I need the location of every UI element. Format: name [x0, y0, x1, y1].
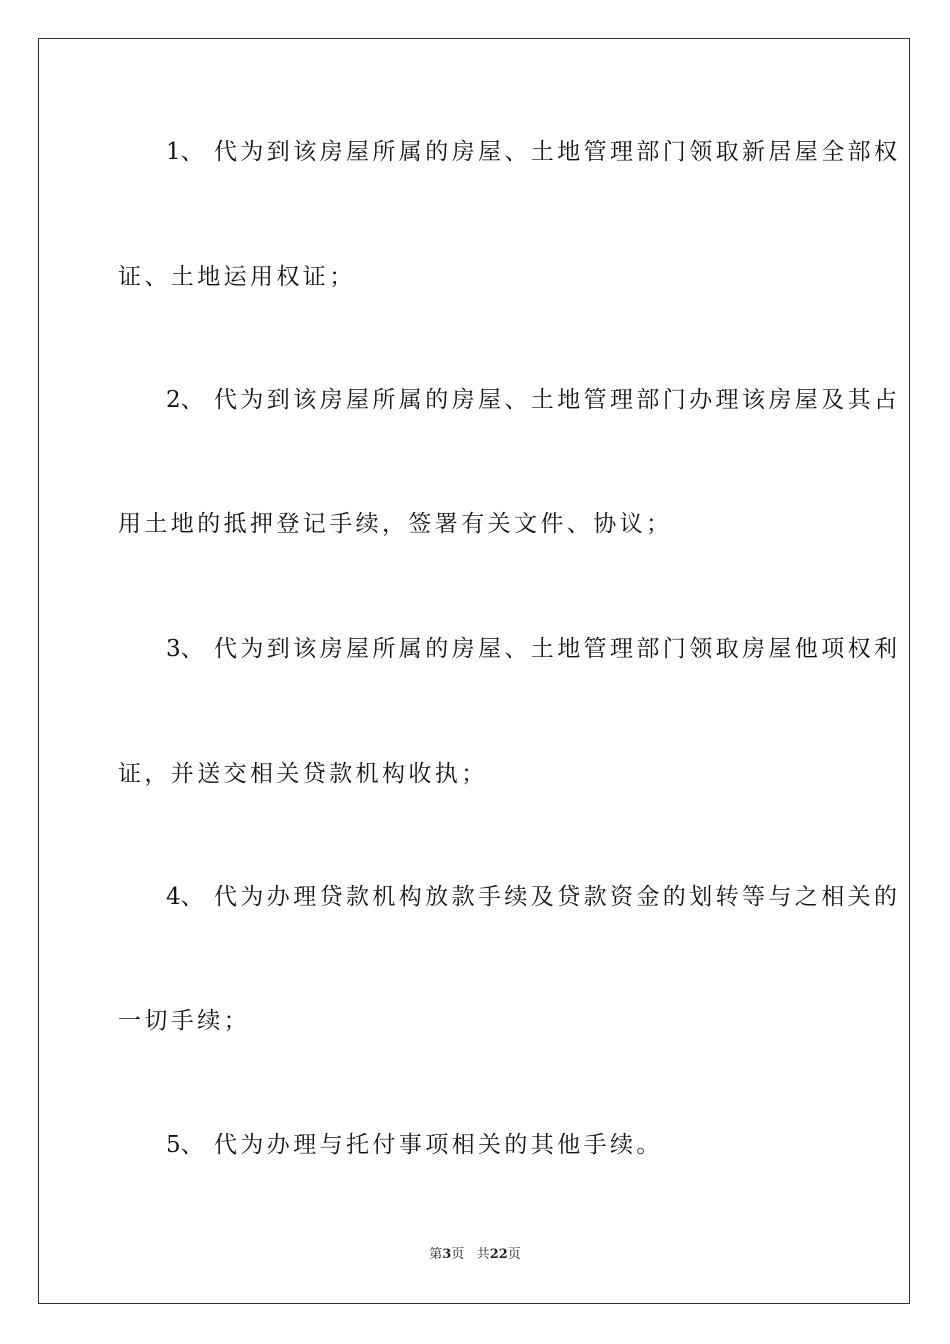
item-3-line-1 [166, 634, 900, 664]
item-3-text: 代为到该房屋所属的房屋、土地管理部门领取房屋他项权利 [214, 636, 901, 662]
item-1-line-2: 证、土地运用权证； [118, 264, 356, 290]
footer-total-prefix: 共 [476, 1247, 490, 1262]
item-5-line-1 [166, 1130, 663, 1160]
item-4-line-1 [166, 882, 900, 912]
item-2-text: 代为到该房屋所属的房屋、土地管理部门办理该房屋及其占 [214, 387, 901, 413]
item-1-line-1 [166, 137, 900, 167]
footer-page-number: 3 [442, 1247, 452, 1262]
item-2-line-2: 用土地的抵押登记手续，签署有关文件、协议； [118, 511, 673, 537]
item-5-text: 代为办理与托付事项相关的其他手续。 [214, 1132, 663, 1158]
item-4-text: 代为办理贷款机构放款手续及贷款资金的划转等与之相关的 [214, 884, 901, 910]
item-3-number: 3、 [166, 636, 204, 662]
item-4-line-2: 一切手续； [118, 1008, 250, 1034]
item-5-number: 5、 [166, 1132, 204, 1158]
footer-total-suffix: 页 [507, 1247, 521, 1262]
item-2-line-1 [166, 385, 900, 415]
item-4-number: 4、 [166, 884, 204, 910]
footer-page-suffix: 页 [451, 1247, 465, 1262]
page-border [38, 38, 910, 1304]
item-3-line-2: 证，并送交相关贷款机构收执； [118, 761, 488, 787]
item-1-text: 代为到该房屋所属的房屋、土地管理部门领取新居屋全部权 [214, 139, 901, 165]
footer-page-prefix: 第 [429, 1247, 443, 1262]
item-2-number: 2、 [166, 387, 204, 413]
page-footer [0, 1246, 950, 1264]
footer-total-pages: 22 [489, 1247, 508, 1262]
item-1-number: 1、 [166, 139, 204, 165]
